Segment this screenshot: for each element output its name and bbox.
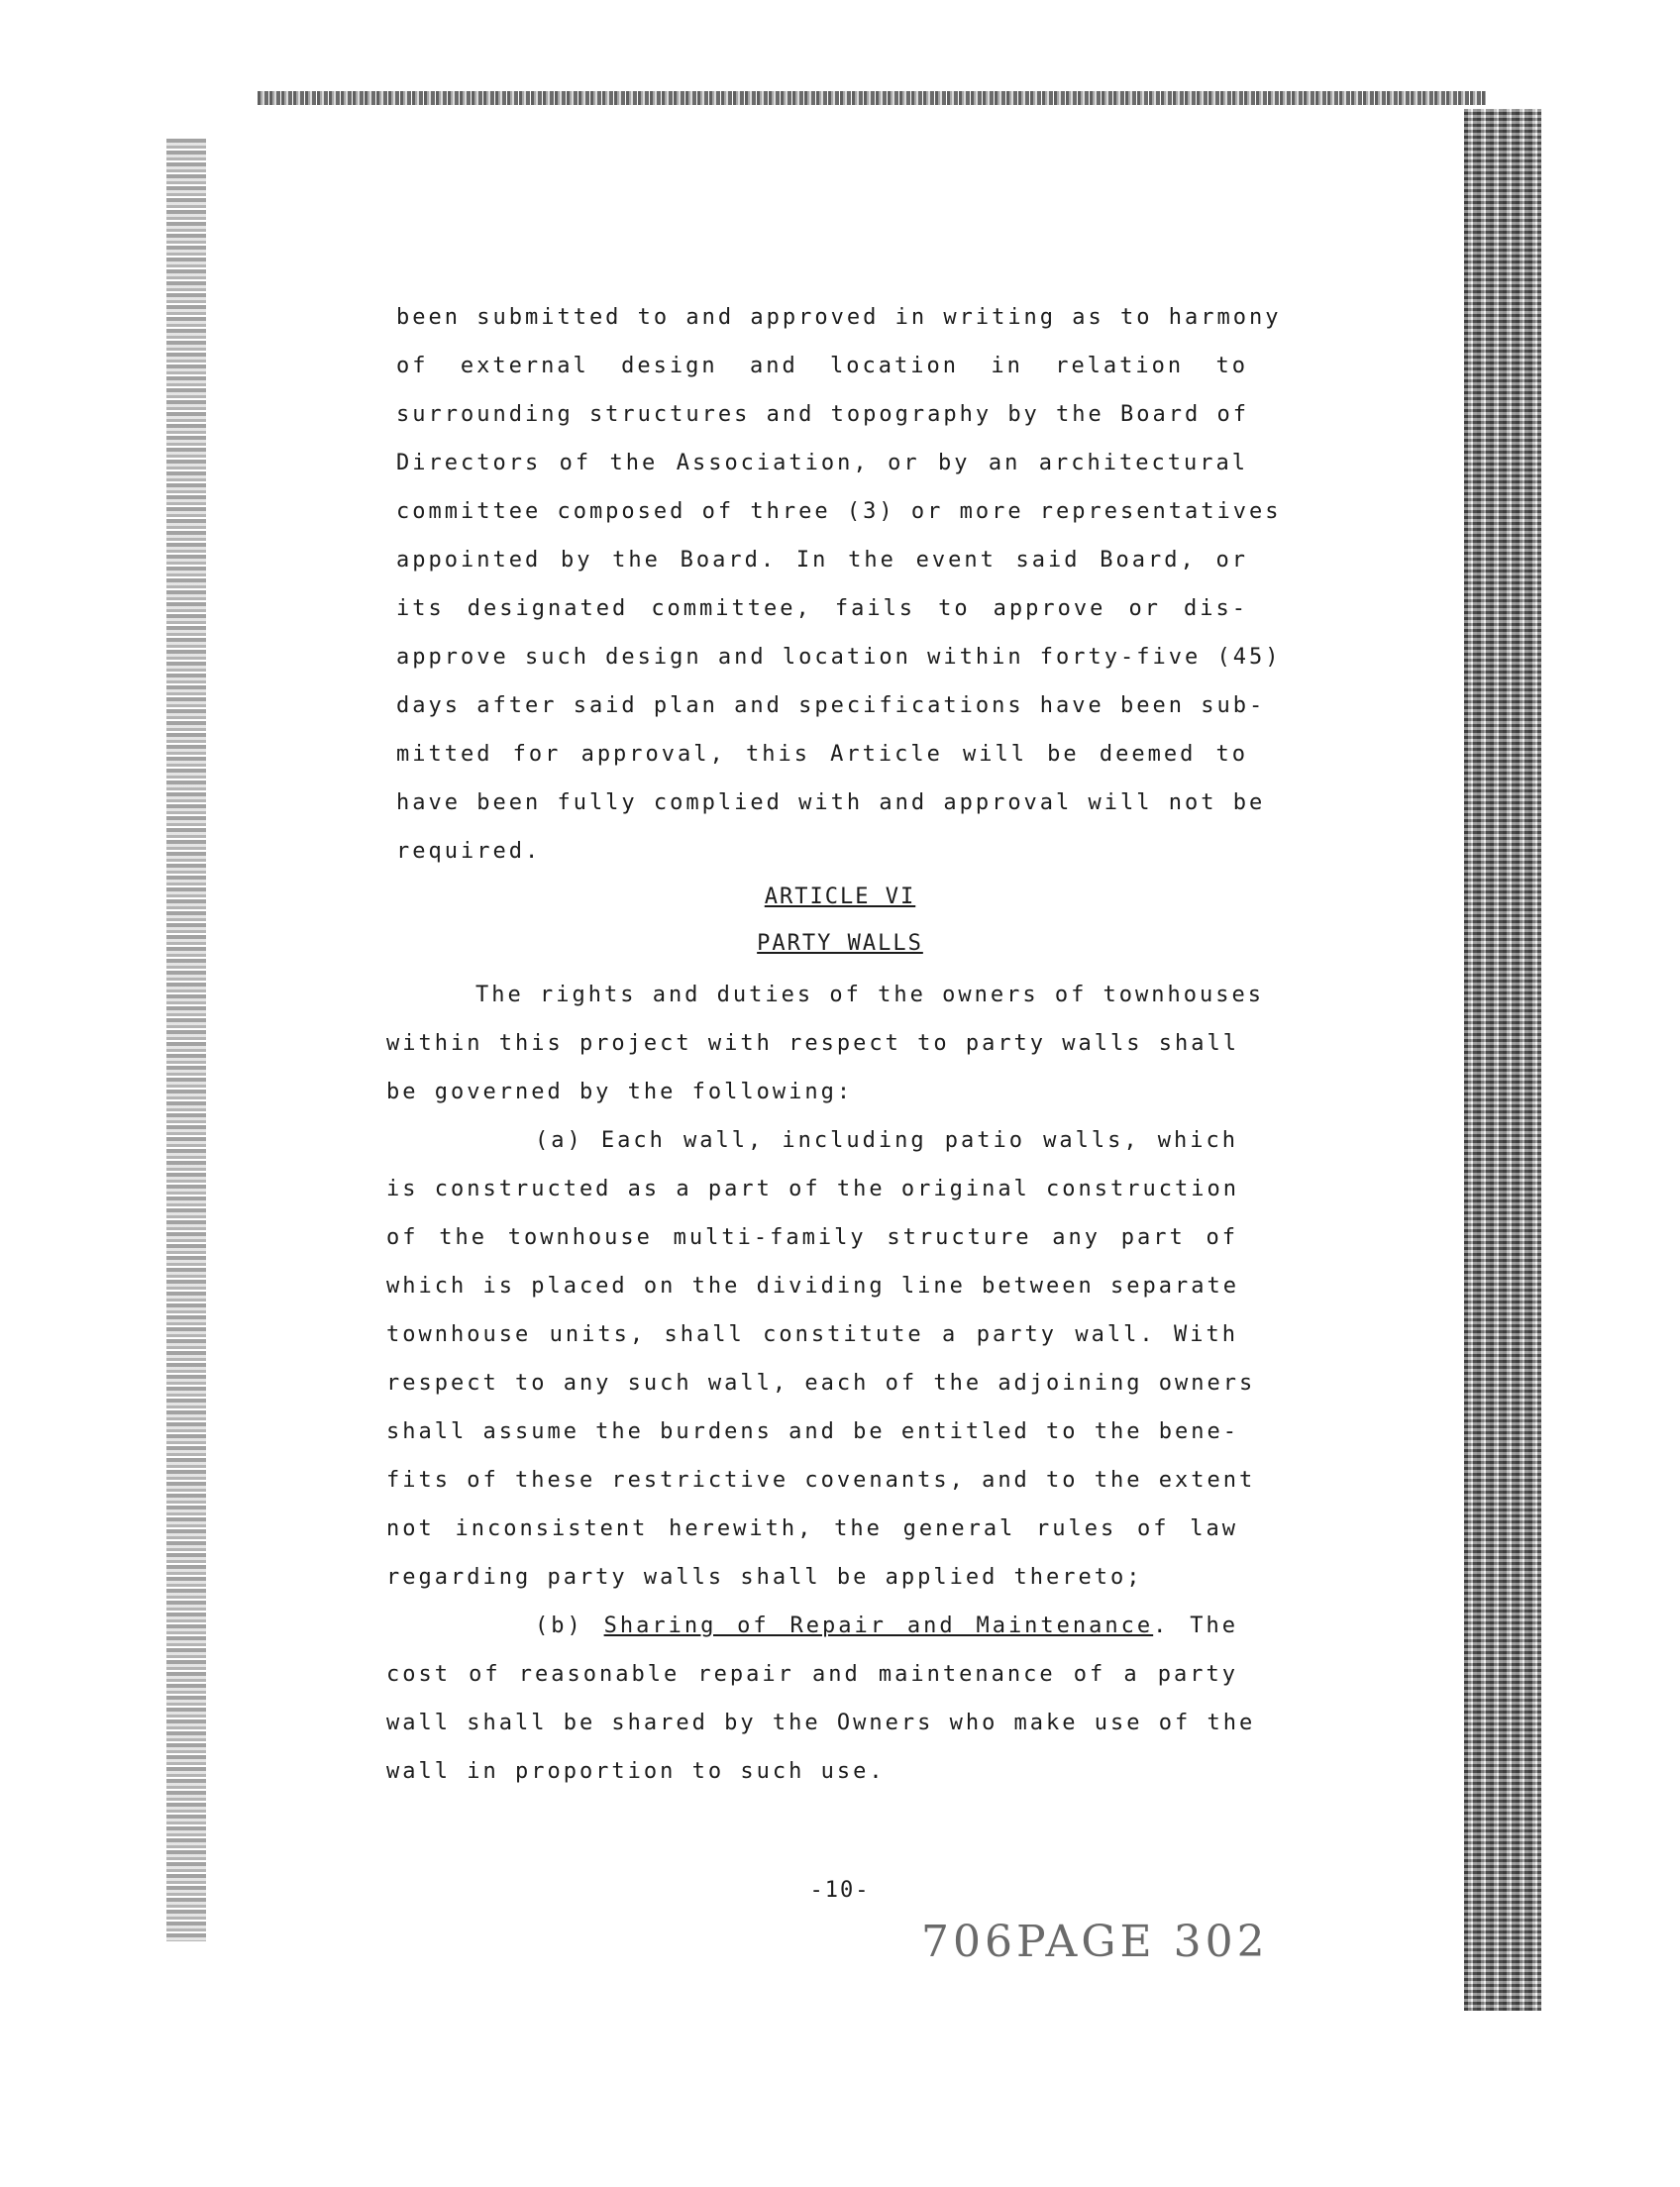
text-line: not inconsistent herewith, the general rules of law — [386, 1516, 1238, 1541]
article-number: ARTICLE VI — [764, 885, 916, 909]
scan-edge-right — [1464, 109, 1541, 2011]
article-title-heading — [0, 931, 1680, 956]
text-line: wall in proportion to such use. — [386, 1759, 886, 1784]
article-number-heading — [0, 885, 1680, 909]
text-line: cost of reasonable repair and maintenance of a party — [386, 1662, 1238, 1687]
clause-b-label: (b) — [535, 1614, 583, 1638]
text-line: mitted for approval, this Article will be deemed to — [396, 742, 1248, 767]
text-line: committee composed of three (3) or more representatives — [396, 499, 1282, 524]
text-line: (a) Each wall, including patio walls, which — [535, 1128, 1238, 1153]
clause-b-after-heading: . The — [1153, 1614, 1238, 1638]
text-line: The rights and duties of the owners of townhouses — [475, 983, 1265, 1007]
book-page-stamp: 706PAGE 302 — [921, 1917, 1269, 1967]
text-line: its designated committee, fails to approve or dis- — [396, 596, 1248, 621]
text-line: shall assume the burdens and be entitled to the bene- — [386, 1419, 1239, 1444]
text-line: of external design and location in relation to — [396, 354, 1248, 378]
scan-edge-left — [166, 139, 206, 1941]
text-line: respect to any such wall, each of the adjoining owners — [386, 1371, 1256, 1396]
scan-edge-top — [258, 91, 1486, 105]
clause-b-first-line — [386, 1602, 1238, 1650]
text-line: Directors of the Association, or by an architectural — [396, 451, 1248, 475]
text-line: which is placed on the dividing line between separate — [386, 1274, 1239, 1299]
article-title: PARTY WALLS — [757, 931, 923, 956]
text-line: surrounding structures and topography by the Board of — [396, 402, 1249, 427]
text-line: required. — [396, 839, 542, 864]
clause-a-paragraph — [386, 1116, 1256, 1602]
text-line: within this project with respect to party walls shall — [386, 1031, 1239, 1056]
text-line: fits of these restrictive covenants, and to the extent — [386, 1468, 1256, 1493]
text-line: of the townhouse multi-family structure any part of — [386, 1225, 1238, 1250]
text-line: townhouse units, shall constitute a party wall. With — [386, 1322, 1238, 1347]
text-line: is constructed as a part of the original construction — [386, 1177, 1239, 1201]
clause-b-heading: Sharing of Repair and Maintenance — [603, 1614, 1154, 1638]
text-line: regarding party walls shall be applied thereto; — [386, 1565, 1143, 1590]
text-line: appointed by the Board. In the event said Board, or — [396, 548, 1248, 573]
text-line: days after said plan and specifications have been sub- — [396, 693, 1266, 718]
page-number: -10- — [809, 1878, 871, 1903]
continuation-paragraph — [396, 293, 1282, 876]
text-line: be governed by the following: — [386, 1080, 854, 1104]
intro-paragraph — [386, 971, 1265, 1116]
text-line: been submitted to and approved in writing as to harmony — [396, 305, 1282, 330]
text-line: wall shall be shared by the Owners who make use of the — [386, 1711, 1256, 1735]
text-line: approve such design and location within forty-five (45) — [396, 645, 1282, 670]
clause-b-paragraph — [386, 1602, 1256, 1796]
text-line: have been fully complied with and approval will not be — [396, 790, 1266, 815]
